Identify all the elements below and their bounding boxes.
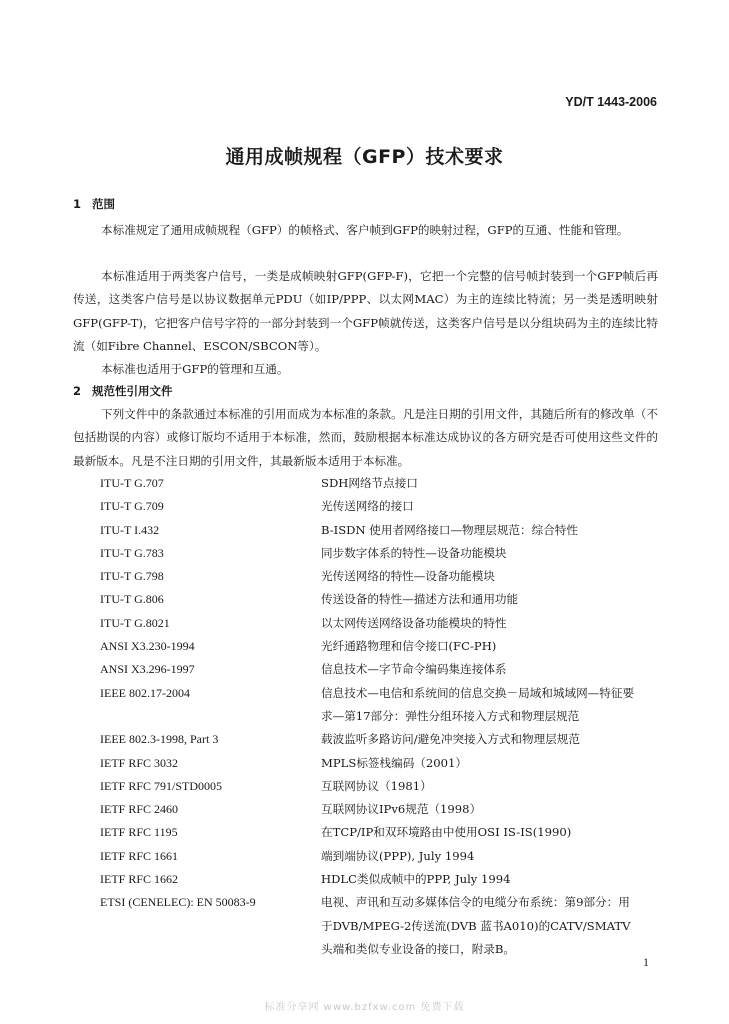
reference-code: ANSI X3.230-1994 (100, 639, 195, 654)
reference-row (100, 821, 660, 844)
reference-code: ITU-T G.709 (100, 499, 164, 514)
reference-row (100, 775, 660, 798)
references-intro: 下列文件中的条款通过本标准的引用而成为本标准的条款。凡是注日期的引用文件，其随后所有的修改单（不包括勘误的内容）或修订版均不适用于本标准，然而，鼓励根据本标准达成协议的各方研究是否可使用这些文件的最新版本。凡是不注日期的引用文件，其最新版本适用于本标准。 (73, 407, 658, 468)
reference-code: ITU-T G.8021 (100, 615, 170, 630)
reference-row (100, 682, 660, 729)
reference-code: IETF RFC 1195 (100, 825, 178, 840)
reference-list (100, 472, 660, 961)
reference-row (100, 752, 660, 775)
reference-title: 光传送网络的接口 (321, 499, 414, 514)
document-title: 通用成帧规程（GFP）技术要求 (225, 146, 504, 168)
reference-row (100, 891, 660, 961)
watermark: 标准分享网 www.bzfxw.com 免费下载 (264, 1002, 465, 1013)
reference-code: IEEE 802.3-1998, Part 3 (100, 732, 219, 747)
reference-title: 在TCP/IP和双环境路由中使用OSI IS-IS(1990) (321, 825, 572, 840)
reference-row (100, 495, 660, 518)
section-1-number: 1 (73, 197, 82, 211)
reference-code: IEEE 802.17-2004 (100, 685, 190, 700)
reference-code: ANSI X3.296-1997 (100, 662, 195, 677)
reference-code: IETF RFC 3032 (100, 755, 179, 770)
reference-title: 端到端协议(PPP), July 1994 (321, 848, 475, 863)
reference-code: ITU-T G.798 (100, 569, 164, 584)
section-2-heading (73, 383, 173, 399)
reference-title: 同步数字体系的特性—设备功能模块 (321, 545, 507, 560)
reference-title: 光纤通路物理和信令接口(FC-PH) (321, 639, 497, 654)
page-number: 1 (643, 955, 649, 969)
reference-title: 互联网协议IPv6规范（1998） (321, 802, 482, 817)
section-2-title: 规范性引用文件 (92, 384, 173, 398)
scope-paragraph-3: 本标准也适用于GFP的管理和互通。 (101, 362, 289, 376)
reference-row (100, 658, 660, 681)
reference-title: 传送设备的特性—描述方法和通用功能 (321, 592, 519, 607)
reference-code: ITU-T G.707 (100, 476, 164, 490)
reference-code: ETSI (CENELEC): EN 50083-9 (100, 895, 256, 910)
reference-code: ITU-T G.806 (100, 592, 164, 607)
reference-row (100, 519, 660, 542)
reference-code: IETF RFC 1661 (100, 848, 179, 863)
scope-paragraph-1: 本标准规定了通用成帧规程（GFP）的帧格式、客户帧到GFP的映射过程，GFP的互通、性能和管理。 (101, 223, 629, 237)
reference-title: 光传送网络的特性—设备功能模块 (321, 569, 495, 584)
reference-title: B-ISDN 使用者网络接口—物理层规范：综合特性 (321, 522, 578, 537)
reference-row (100, 728, 660, 751)
reference-title: SDH网络节点接口 (321, 476, 418, 490)
section-2-number: 2 (73, 384, 82, 398)
scope-paragraph-2: 本标准适用于两类客户信号，一类是成帧映射GFP(GFP-F)，它把一个完整的信号帧封装到一个GFP帧后再传送，这类客户信号是以协议数据单元PDU（如IP/PPP、以太网MAC）为主的连续比特流；另一类是透明映射GFP(GFP-T)，它把客户信号字符的一部分封装到一个GFP帧就传送，这类客户信号是以分组块码为主的连续比特流（如Fibre Channel、ESCON/SBCON等）。 (73, 269, 658, 353)
reference-title: 电视、声讯和互动多媒体信令的电缆分布系统：第9部分：用于DVB/MPEG-2传送流(DVB 蓝书A010)的CATV/SMATV头端和类似专业设备的接口，附录B。 (321, 895, 631, 956)
reference-row (100, 868, 660, 891)
reference-title: 互联网协议（1981） (321, 778, 432, 793)
reference-row (100, 845, 660, 868)
reference-row (100, 612, 660, 635)
reference-row (100, 542, 660, 565)
section-1-heading (73, 196, 115, 212)
reference-code: ITU-T G.783 (100, 545, 164, 560)
reference-title: MPLS标签栈编码（2001） (321, 755, 467, 770)
reference-row (100, 588, 660, 611)
reference-title: 信息技术—字节命令编码集连接体系 (321, 662, 507, 677)
reference-title: HDLC类似成帧中的PPP, July 1994 (321, 872, 511, 887)
reference-title: 信息技术—电信和系统间的信息交换－局域和城域网—特征要求—第17部分：弹性分组环接入方式和物理层规范 (321, 685, 635, 723)
reference-code: IETF RFC 1662 (100, 872, 179, 887)
reference-title: 载波监听多路访问/避免冲突接入方式和物理层规范 (321, 732, 580, 747)
reference-row (100, 635, 660, 658)
reference-code: IETF RFC 791/STD0005 (100, 778, 223, 793)
section-1-title: 范围 (92, 197, 115, 211)
standard-number: YD/T 1443-2006 (565, 95, 657, 109)
reference-row (100, 798, 660, 821)
reference-code: IETF RFC 2460 (100, 802, 179, 817)
reference-row (100, 565, 660, 588)
reference-code: ITU-T I.432 (100, 522, 160, 537)
reference-title: 以太网传送网络设备功能模块的特性 (321, 615, 507, 630)
reference-row (100, 472, 660, 495)
